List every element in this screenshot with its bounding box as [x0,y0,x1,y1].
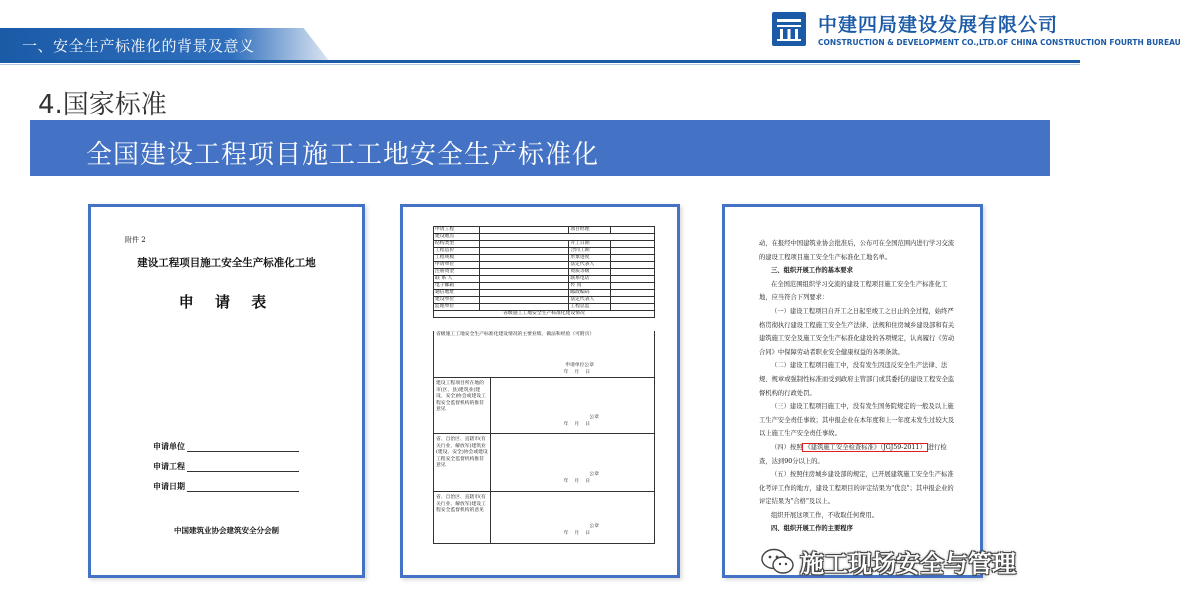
watermark-text: 施工现场安全与管理 [800,550,1016,578]
block-divider [490,378,491,433]
table-cell [479,276,568,283]
field-line [187,463,299,472]
table-cell: 工程规模 [434,255,480,262]
seal-label: 公章 [589,415,599,420]
notice-body [759,237,957,536]
table-cell [611,269,655,276]
table-cell [479,290,568,297]
table-cell: 申请单位 [434,262,480,269]
highlighted-standard: 《建筑施工安全检查标准》（JGJ59-2011） [804,443,926,451]
table-cell [611,241,655,248]
table-cell [611,276,655,283]
block-date: 年月日 [563,370,596,375]
table-row [434,227,655,234]
block-date: 年月日 [563,531,596,536]
table-cell [611,248,655,255]
table-row [434,234,655,241]
table-row [434,269,655,276]
table-cell: 工程总监 [569,304,611,311]
table-row [434,311,655,318]
field-label: 申请单位 [153,441,185,451]
opinion-block-supervision [433,492,655,544]
table-cell: 结构类型 [434,241,480,248]
field-date [153,481,299,492]
page-heading: 4.国家标准 [38,90,167,120]
seal-label: 公章 [589,524,599,529]
table-row [434,304,655,311]
achievement-prompt: 省级施工工地安全生产标准化建设情况的主要业绩、做法和经验（可附页） [436,332,595,337]
notice-paragraph: （二）建设工程项目施工中，没有发生因违反安全生产法律、法规、规章或强制性标准而受到政府主管部门或其委托的建设工程安全监督机构的行政处罚。 [759,362,955,397]
form-title: 建设工程项目施工安全生产标准化工地 [137,257,316,269]
annex-label: 附件 2 [125,236,146,244]
table-cell: 资质等级 [569,269,611,276]
notice-heading: 四、组织开展工作的主要程序 [771,525,853,533]
table-cell: 申请工程 [434,227,480,234]
opinion-label: 省、自治区、直辖市(有关行业、解放军)建设工程安全监督机构的意见 [436,495,486,513]
table-row [434,262,655,269]
form-subtitle: 申 请 表 [178,293,275,311]
application-form-cover [88,204,365,578]
company-name-en: CONSTRUCTION & DEVELOPMENT CO.,LTD.OF CHINA CONSTRUCTION FOURTH BUREAU [818,38,1181,47]
opinion-label: 省、自治区、直辖市(有关行业、解放军)建筑业(建设、安全)协会或建设工程安全监督机构推荐意见 [436,437,488,468]
table-cell: 联 系 人 [434,276,480,283]
table-cell: 工程造价 [434,248,480,255]
table-cell [479,297,568,304]
opinion-label: 建设工程项目所在地的市(区、县)建筑业(建设、安全)协会或建设工程安全监督机构的推荐意见 [436,381,486,412]
item4-prefix: （四）按照 [771,443,803,451]
table-section-header: 省级施工工地安全生产标准化建设情况 [434,311,655,318]
notice-paragraph: （五）按照住房城乡建设部的规定，已开展建筑施工安全生产标准化考评工作的地方，建设工程项目的评定结果为"优良"；其申报企业的评定结果为"合格"及以上。 [759,471,954,506]
table-row [434,248,655,255]
wechat-icon [760,547,796,577]
table-cell [611,227,655,234]
table-cell: 建设单位 [434,297,480,304]
field-project [153,461,299,472]
table-cell [479,262,568,269]
table-row [434,255,655,262]
wechat-watermark [760,544,1016,579]
table-cell [611,262,655,269]
table-cell [479,304,568,311]
table-cell [611,290,655,297]
table-cell: 项目经理 [569,227,611,234]
field-applicant [153,441,299,452]
company-logo [772,12,806,46]
table-row [434,276,655,283]
table-cell: 法定代表人 [569,262,611,269]
table-cell: 开工日期 [569,241,611,248]
table-cell: 形象进度 [569,255,611,262]
table-cell: 合同工期 [569,248,611,255]
notice-paragraph: （三）建设工程项目施工中，没有发生国务院规定的一般及以上施工生产安全责任事故；其申报企业在本年度和上一年度未发生过较大及以上施工生产安全责任事故。 [759,403,955,438]
opinion-block-local [433,378,655,434]
table-row [434,283,655,290]
table-cell [479,234,654,241]
table-cell [479,269,568,276]
table-cell [479,241,568,248]
form-issuer: 中国建筑业协会建筑安全分会制 [174,526,279,535]
table-cell: 建设地点 [434,234,480,241]
table-cell [611,304,655,311]
logo-mark-icon [772,12,806,46]
seal-label: 公章 [589,472,599,477]
table-cell: 监理单位 [434,304,480,311]
notice-paragraph: 在全国范围组织学习交流的建设工程项目施工安全生产标准化工地，应当符合下列要求： [759,280,948,302]
table-cell: 传 真 [569,283,611,290]
item4-suffix: 进行检查，达到90分以上的。 [759,443,947,465]
info-table [433,226,655,318]
table-cell: 邮政编码 [569,290,611,297]
application-form-table [400,204,680,578]
notice-paragraph: 组织开展这项工作，不收取任何费用。 [771,511,879,519]
table-cell [611,255,655,262]
table-cell: 电子邮箱 [434,283,480,290]
table-row [434,290,655,297]
table-cell [479,248,568,255]
table-cell: 法定代表人 [569,297,611,304]
table-cell: 通信地址 [434,290,480,297]
company-name-cn: 中建四局建设发展有限公司 [818,14,1059,36]
table-cell: 联系电话 [569,276,611,283]
field-label: 申请工程 [153,461,185,471]
notice-paragraph-item4 [759,441,957,468]
table-row [434,241,655,248]
section-title: 一、安全生产标准化的背景及意义 [22,37,255,55]
opinion-block-province [433,434,655,492]
header-divider [0,60,1080,63]
block-date: 年月日 [563,479,596,484]
table-cell: 注册资金 [434,269,480,276]
notice-document [722,204,983,578]
applicant-seal: 申请单位公章 [565,363,594,368]
notice-heading: 三、组织开展工作的基本要求 [771,267,853,275]
block-date: 年月日 [563,422,596,427]
banner-title: 全国建设工程项目施工工地安全生产标准化 [86,140,600,170]
notice-paragraph: 动，在报经中国建筑业协会批准后，公布可在全国范围内进行学习交流的建设工程项目施工安全生产标准化工地名单。 [759,240,955,261]
table-cell [479,283,568,290]
field-label: 申请日期 [153,481,185,491]
block-divider [490,492,491,543]
table-cell [611,283,655,290]
table-row [434,297,655,304]
field-line [187,483,299,492]
table-cell [479,255,568,262]
field-line [187,443,299,452]
table-cell [611,297,655,304]
header-divider-thin [0,64,1080,65]
notice-paragraph: （一）建设工程项目自开工之日起至竣工之日止的全过程，始终严格贯彻执行建设工程施工安全生产法律、法规和住房城乡建设部和有关建筑施工安全及施工安全生产标准化建设的各项规定，认真履行《劳动合同》中保障劳动者职业安全健康权益的各项条款。 [759,307,955,356]
achievement-block [433,331,655,378]
block-divider [490,434,491,491]
table-cell [479,227,568,234]
